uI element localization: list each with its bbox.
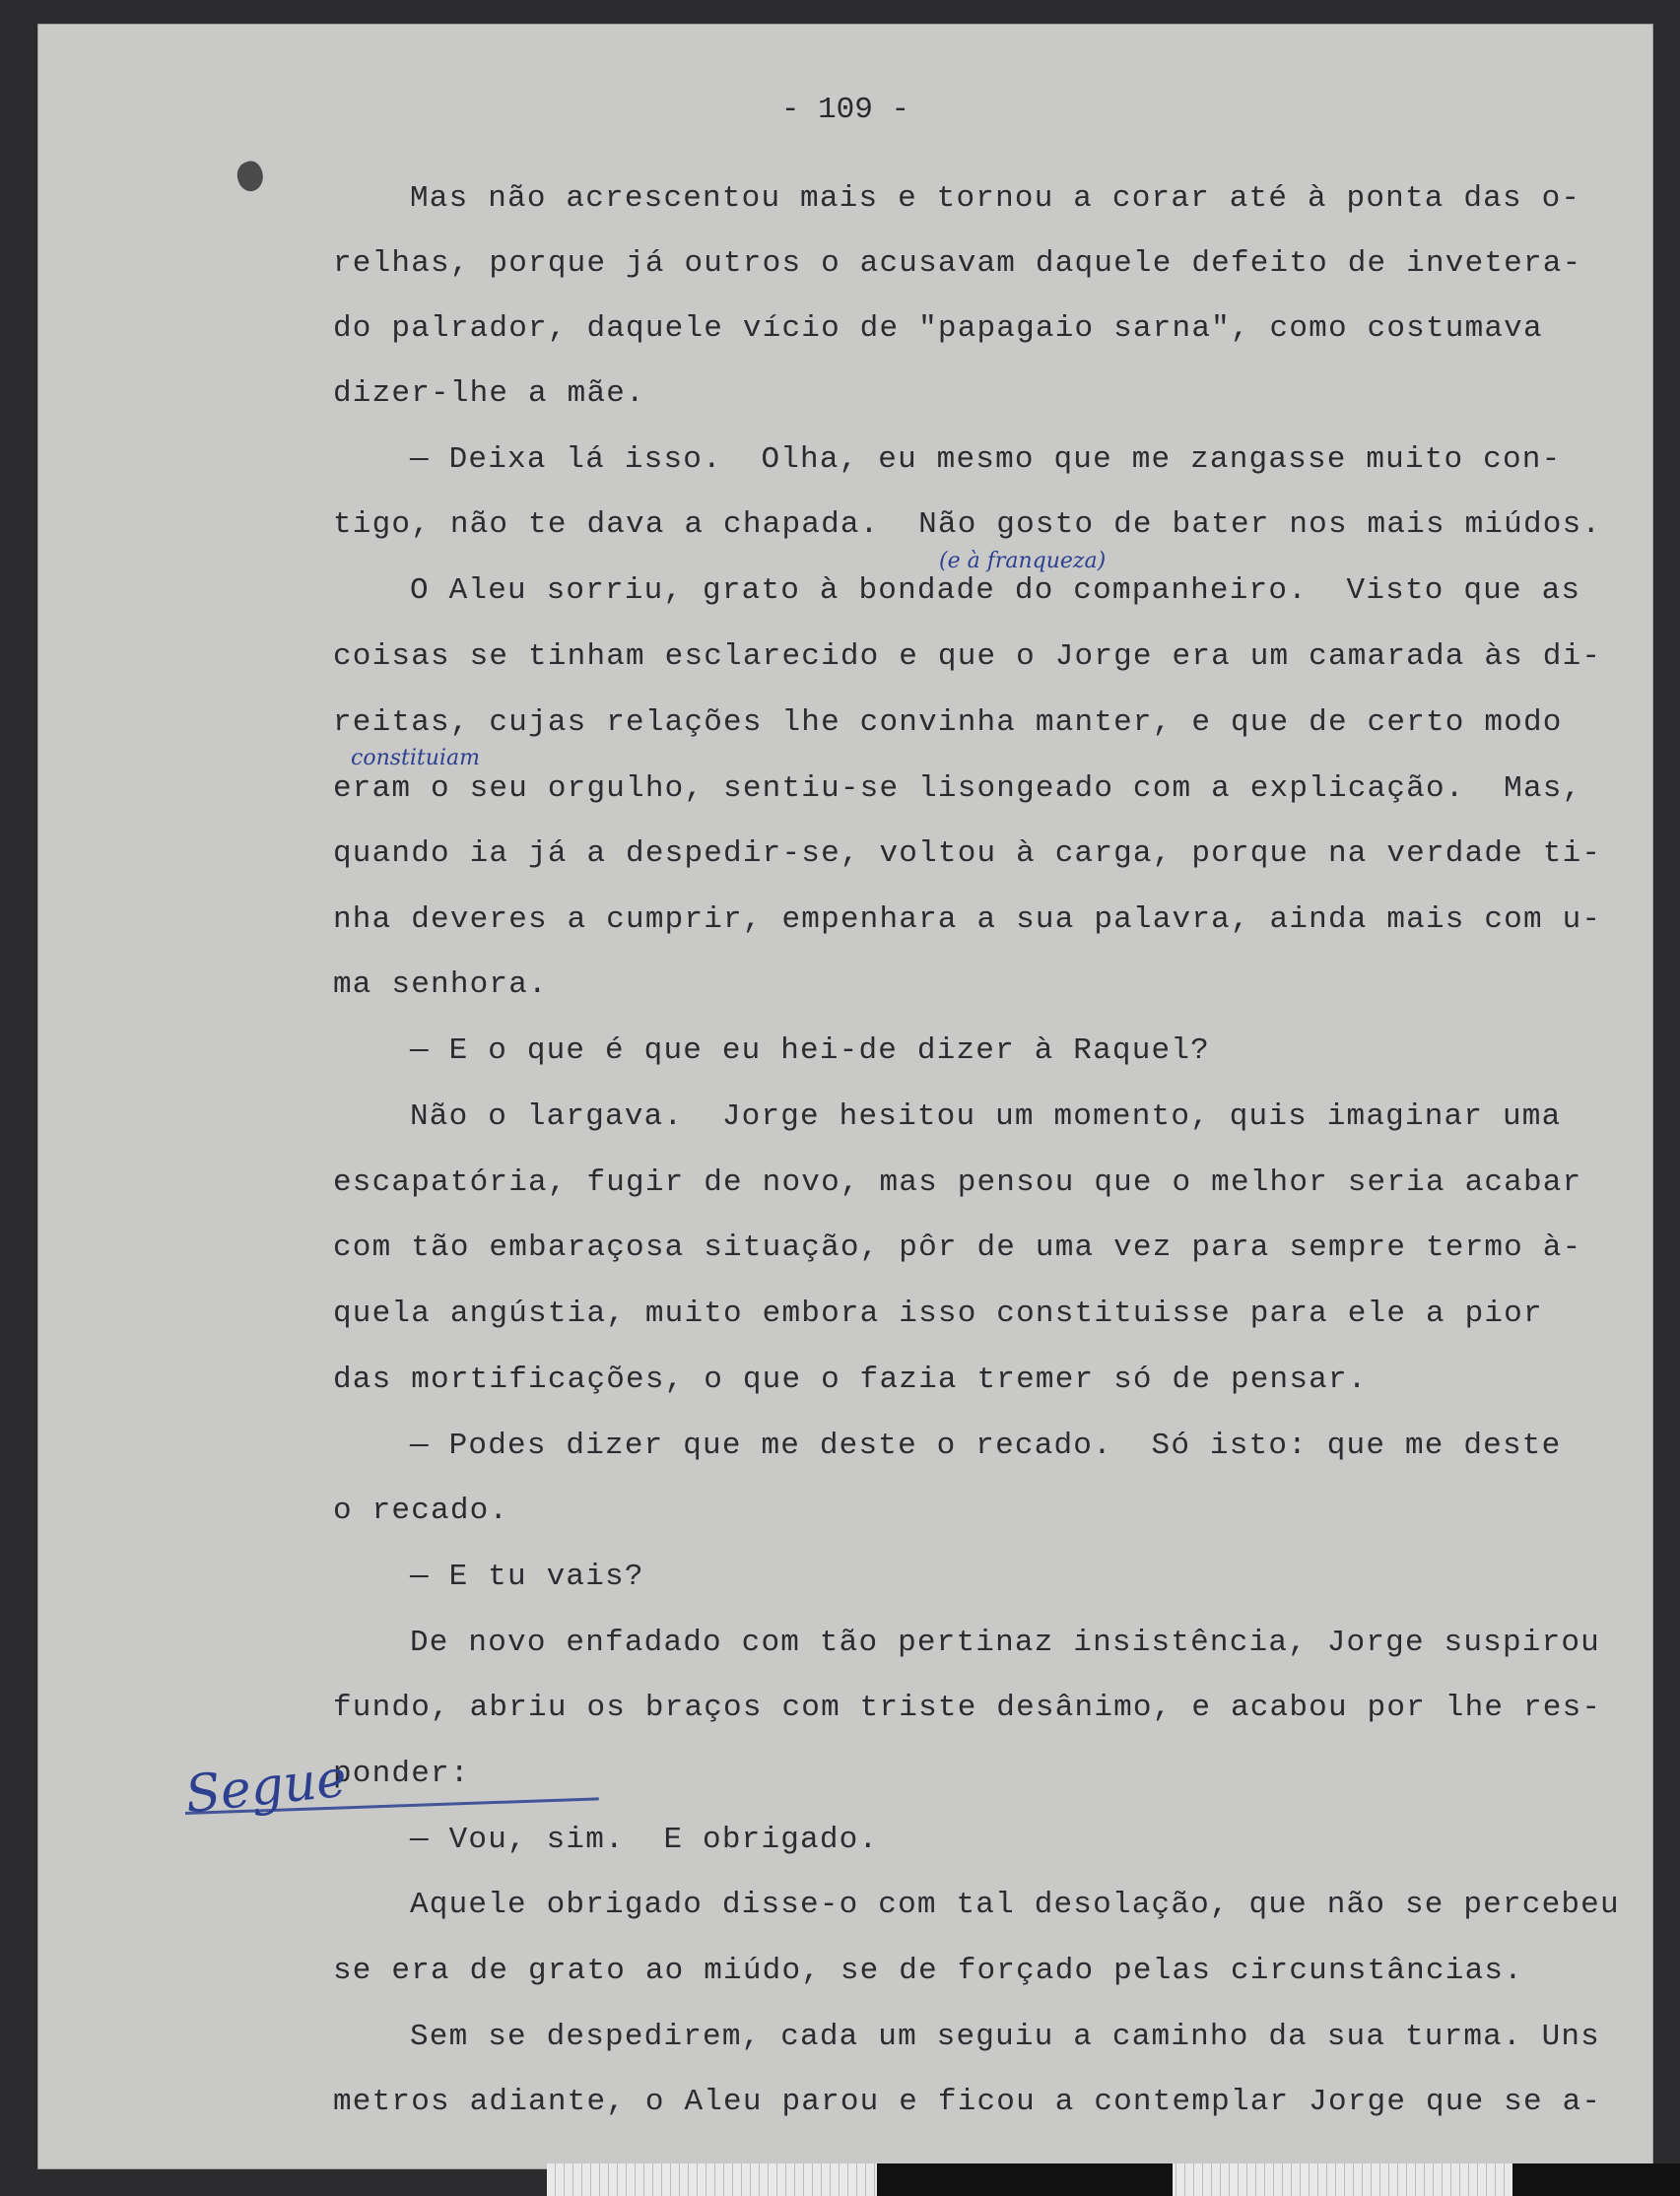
- text-line: dizer-lhe a mãe.: [333, 376, 645, 411]
- text-line: coisas se tinham esclarecido e que o Jorge era um camarada às di-: [333, 639, 1602, 674]
- text-line: tigo, não te dava a chapada. Não gosto de bater nos mais miúdos.: [333, 507, 1602, 542]
- text-line: ma senhora.: [333, 967, 548, 1002]
- text-line: relhas, porque já outros o acusavam daquele defeito de invetera-: [333, 246, 1582, 281]
- page-number: - 109 -: [780, 93, 910, 127]
- text-line: Mas não acrescentou mais e tornou a corar até à ponta das o-: [410, 181, 1581, 216]
- text-line: ponder:: [333, 1757, 470, 1791]
- ruler-dark-segment: [877, 2163, 1173, 2196]
- text-line: eram o seu orgulho, sentiu-se lisongeado com a explicação. Mas,: [333, 771, 1582, 806]
- text-line: escapatória, fugir de novo, mas pensou que o melhor seria acabar: [333, 1165, 1582, 1200]
- text-line: Aquele obrigado disse-o com tal desolação, que não se percebeu: [410, 1888, 1620, 1922]
- text-line: — E o que é que eu hei-de dizer à Raquel?: [410, 1033, 1210, 1068]
- text-line: metros adiante, o Aleu parou e ficou a contemplar Jorge que se a-: [333, 2085, 1602, 2119]
- text-line: Não o largava. Jorge hesitou um momento, quis imaginar uma: [410, 1099, 1562, 1134]
- handwritten-annotation: (e à franqueza): [939, 549, 1107, 573]
- text-line: reitas, cujas relações lhe convinha manter, e que de certo modo: [333, 705, 1563, 740]
- scale-ruler: [547, 2163, 1680, 2196]
- punch-hole: [234, 158, 268, 194]
- handwritten-annotation: constituiam: [351, 746, 480, 770]
- text-line: com tão embaraçosa situação, pôr de uma vez para sempre termo à-: [333, 1231, 1582, 1265]
- text-line: — Deixa lá isso. Olha, eu mesmo que me zangasse muito con-: [410, 442, 1562, 477]
- text-line: nha deveres a cumprir, empenhara a sua palavra, ainda mais com u-: [333, 902, 1602, 937]
- text-line: se era de grato ao miúdo, se de forçado pelas circunstâncias.: [333, 1954, 1523, 1988]
- text-line: De novo enfadado com tão pertinaz insistência, Jorge suspirou: [410, 1626, 1600, 1660]
- text-line: quando ia já a despedir-se, voltou à carga, porque na verdade ti-: [333, 836, 1602, 871]
- margin-note: Segue: [182, 1749, 350, 1826]
- text-line: — Vou, sim. E obrigado.: [410, 1823, 879, 1857]
- text-line: — E tu vais?: [410, 1560, 644, 1594]
- text-line: do palrador, daquele vício de "papagaio sarna", como costumava: [333, 311, 1543, 346]
- text-line: o recado.: [333, 1494, 509, 1528]
- text-line: fundo, abriu os braços com triste desânimo, e acabou por lhe res-: [333, 1691, 1602, 1725]
- text-line: O Aleu sorriu, grato à bondade do companheiro. Visto que as: [410, 573, 1581, 608]
- text-line: Sem se despedirem, cada um seguiu a caminho da sua turma. Uns: [410, 2020, 1600, 2054]
- text-line: quela angústia, muito embora isso constituisse para ele a pior: [333, 1297, 1543, 1331]
- document-page: [37, 24, 1653, 2169]
- ruler-dark-segment: [1512, 2163, 1680, 2196]
- text-line: das mortificações, o que o fazia tremer só de pensar.: [333, 1363, 1368, 1397]
- text-line: — Podes dizer que me deste o recado. Só isto: que me deste: [410, 1429, 1562, 1463]
